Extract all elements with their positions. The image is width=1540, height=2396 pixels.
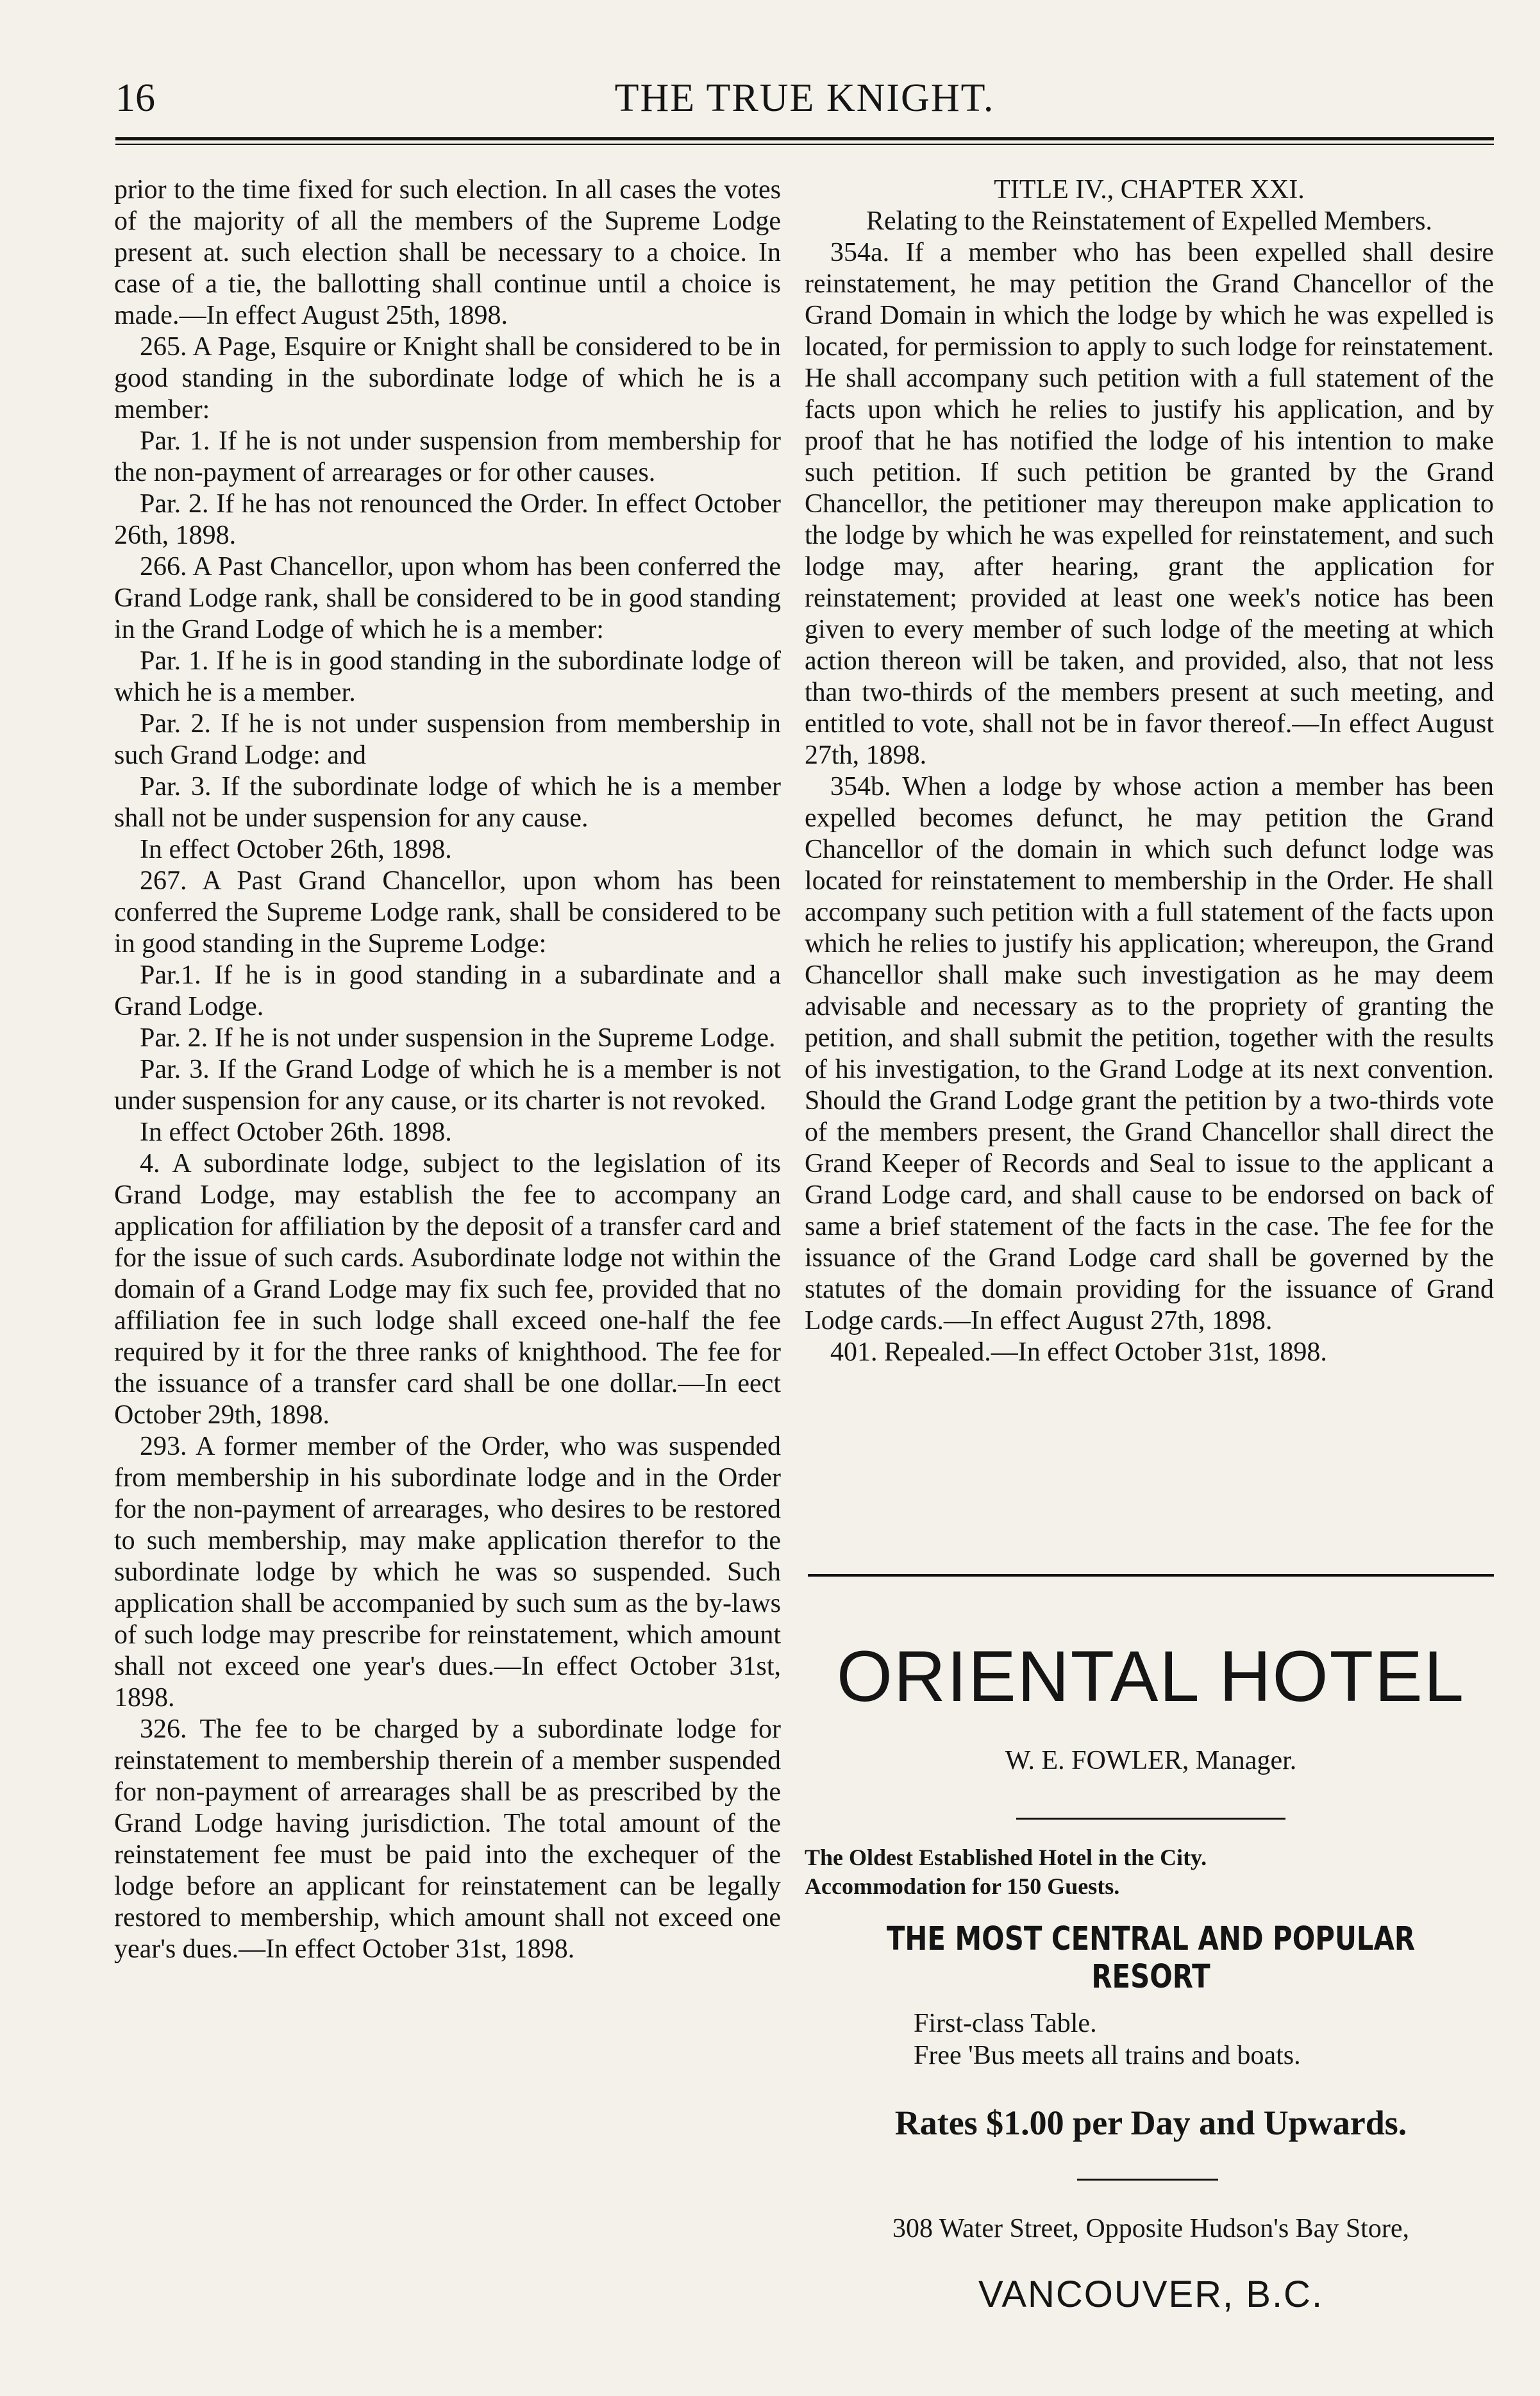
section-267-par-1: Par.1. If he is in good standing in a subardinate and a Grand Lodge. [114, 960, 781, 1021]
section-293: 293. A former member of the Order, who was suspended from membership in his subordinate lodge and in the Order for the non-payment of arrearages, who desires to be restored to such membership, may make application therefor to the subordinate lodge by which he was so suspended. Such application shall be accompanied by such sum as the by-laws of such lodge may prescribe for reinstatement, which amount shall not exceed one year's dues.—In effect October 31st, 1898. [114, 1432, 781, 1713]
section-267-par-2: Par. 2. If he is not under suspension in the Supreme Lodge. [140, 1023, 776, 1053]
section-401: 401. Repealed.—In effect October 31st, 1898. [830, 1337, 1327, 1367]
section-267: 267. A Past Grand Chancellor, upon whom has been conferred the Supreme Lodge rank, shall be considered to be in good standing in the Supreme Lodge: [114, 866, 781, 959]
header-rule-thin [115, 144, 1494, 145]
accommodation-line: Accommodation for 150 Guests. [805, 1873, 1120, 1899]
section-354b: 354b. When a lodge by whose action a member has been expelled becomes defunct, he may petition the Grand Chancellor of the domain in which such defunct lodge was located for reinstatement to membership in the Order. He shall accompany such petition with a full statement of the facts upon which he relies to justify his application; whereupon, the Grand Chancellor shall make such investigation as he may deem advisable and necessary as to the propriety of granting the petition, and shall submit the petition, together with the results of his investigation, to the Grand Lodge at its next convention. Should the Grand Lodge grant the petition by a two-thirds vote of the members present, the Grand Chancellor shall direct the Grand Keeper of Records and Seal to issue to the applicant a Grand Lodge card, and shall cause to be endorsed on back of same a brief statement of the facts in the case. The fee for the issuance of the Grand Lodge card shall be governed by the statutes of the domain providing for the issuance of Grand Lodge cards.—In effect August 27th, 1898. [805, 772, 1494, 1336]
header-rule [115, 137, 1494, 140]
hotel-address: 308 Water Street, Opposite Hudson's Bay Store, [892, 2214, 1409, 2243]
hotel-name: ORIENTAL HOTEL [836, 1636, 1466, 1716]
hotel-rates: Rates $1.00 per Day and Upwards. [894, 2104, 1407, 2142]
section-266-par-2: Par. 2. If he is not under suspension from membership in such Grand Lodge: and [114, 709, 781, 770]
section-265-par-2: Par. 2. If he has not renounced the Order. In effect October 26th, 1898. [114, 489, 781, 550]
hotel-manager: W. E. FOWLER, Manager. [1005, 1746, 1297, 1775]
section-266-par-1: Par. 1. If he is in good standing in the subordinate lodge of which he is a member. [114, 646, 781, 707]
resort-slogan: THE MOST CENTRAL AND POPULAR RESORT [886, 1920, 1416, 1996]
section-265-par-1: Par. 1. If he is not under suspension from membership for the non-payment of arrearages or for other causes. [114, 426, 781, 487]
feature-table: First-class Table. [914, 2009, 1097, 2038]
ad-divider [1016, 1818, 1285, 1820]
section-266: 266. A Past Chancellor, upon whom has been conferred the Grand Lodge rank, shall be considered to be in good standing in the Grand Lodge of which he is a member: [114, 552, 781, 644]
page-number: 16 [115, 76, 155, 120]
effect-note-267: In effect October 26th. 1898. [140, 1118, 452, 1147]
ad-divider-short [1077, 2179, 1218, 2181]
right-column [805, 174, 1494, 1368]
section-354a: 354a. If a member who has been expelled shall desire reinstatement, he may petition the Grand Chancellor of the Grand Domain in which the lodge by which he was expelled is located, for permission to apply to such lodge for reinstatement. He shall accompany such petition with a full statement of the facts upon which he relies to justify his application, and by proof that he has notified the lodge of his intention to make such petition. If such petition be granted by the Grand Chancellor, the petitioner may thereupon make application to the lodge by which he was expelled for reinstatement, and such lodge may, after hearing, grant the application for reinstatement; provided at least one week's notice has been given to every member of such lodge of the meeting at which action thereon will be taken, and provided, also, that not less than two-thirds of the members present at such meeting, and entitled to vote, shall not be in favor thereof.—In effect August 27th, 1898. [805, 238, 1494, 770]
oldest-line: The Oldest Established Hotel in the City. [805, 1845, 1207, 1870]
chapter-title: TITLE IV., CHAPTER XXI. [994, 175, 1305, 205]
page-title: THE TRUE KNIGHT. [614, 76, 995, 120]
section-266-par-3: Par. 3. If the subordinate lodge of which he is a member shall not be under suspension for any cause. [114, 772, 781, 833]
hotel-description [805, 1843, 1497, 1901]
advertisement-rule [808, 1574, 1494, 1577]
section-267-par-3: Par. 3. If the Grand Lodge of which he is a member is not under suspension for any cause, or its charter is not revoked. [114, 1055, 781, 1116]
hotel-city: VANCOUVER, B.C. [978, 2274, 1324, 2315]
paragraph-election: prior to the time fixed for such election. In all cases the votes of the majority of all the members of the Supreme Lodge present at. such election shall be necessary to a choice. In case of a tie, the ballotting shall continue until a choice is made.—In effect August 25th, 1898. [114, 175, 781, 330]
section-4: 4. A subordinate lodge, subject to the legislation of its Grand Lodge, may establish the fee to accompany an application for affiliation by the deposit of a transfer card and for the issue of such cards. Asubordinate lodge not within the domain of a Grand Lodge may fix such fee, provided that no affiliation fee in such lodge shall exceed one-half the fee required by it for the three ranks of knighthood. The fee for the issuance of a transfer card shall be one dollar.—In eect October 29th, 1898. [114, 1149, 781, 1430]
chapter-subtitle: Relating to the Reinstatement of Expelled Members. [866, 206, 1432, 236]
feature-bus: Free 'Bus meets all trains and boats. [914, 2041, 1301, 2070]
effect-note-266: In effect October 26th, 1898. [140, 835, 452, 864]
hotel-advertisement [805, 1590, 1497, 2315]
left-column [114, 174, 781, 1965]
section-265: 265. A Page, Esquire or Knight shall be considered to be in good standing in the subordinate lodge of which he is a member: [114, 332, 781, 424]
page-header [115, 76, 1494, 127]
section-326: 326. The fee to be charged by a subordinate lodge for reinstatement to membership therein of a member suspended for non-payment of arrearages shall be as prescribed by the Grand Lodge having jurisdiction. The total amount of the reinstatement fee must be paid into the exchequer of the lodge before an applicant for reinstatement can be legally restored to membership, which amount shall not exceed one year's dues.—In effect October 31st, 1898. [114, 1714, 781, 1964]
